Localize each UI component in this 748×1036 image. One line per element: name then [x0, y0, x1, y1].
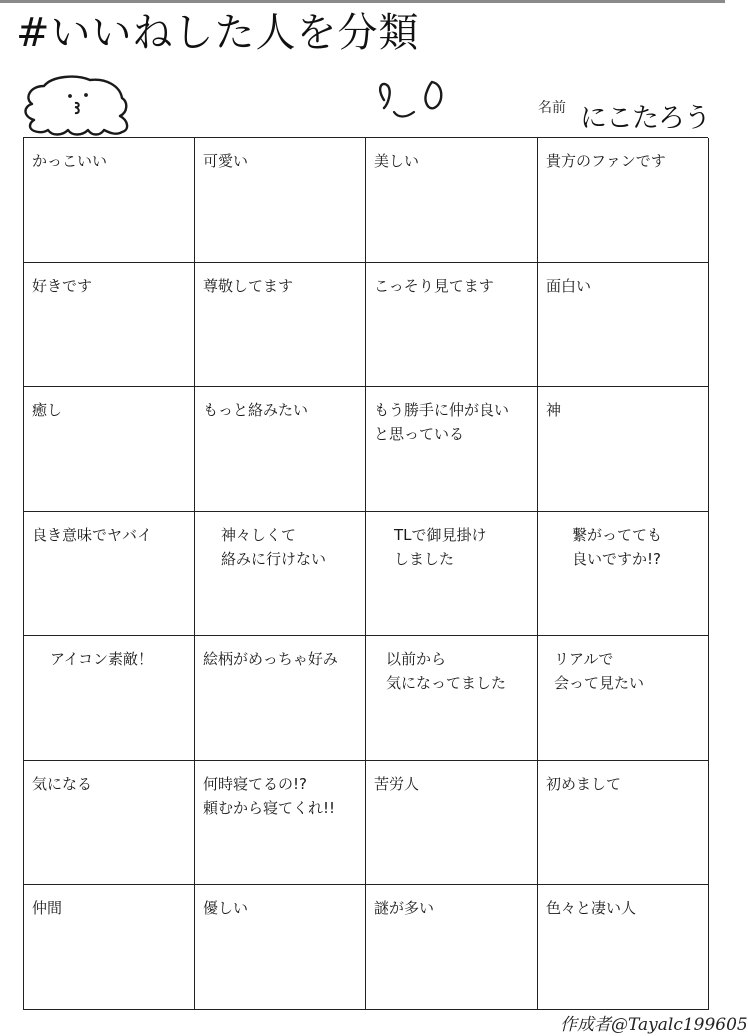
grid-cell: 気になる [24, 761, 195, 886]
grid-cell: 何時寝てるの!? 頼むから寝てくれ!! [195, 761, 366, 886]
grid-cell: 美しい [366, 138, 538, 263]
grid-cell: リアルで 会って見たい [538, 636, 709, 761]
page-title: #いいねした人を分類 [16, 10, 420, 56]
grid-cell: アイコン素敵！ [24, 636, 195, 761]
grid-cell: 尊敬してます [195, 263, 366, 388]
grid-cell: TLで御見掛け しました [366, 512, 538, 637]
top-border [0, 0, 725, 3]
classification-grid [23, 137, 708, 1010]
grid-cell: 仲間 [24, 885, 195, 1010]
face-doodle [374, 74, 446, 122]
grid-cell: 好きです [24, 263, 195, 388]
grid-cell: 貴方のファンです [538, 138, 709, 263]
grid-cell: 可愛い [195, 138, 366, 263]
grid-cell: 初めまして [538, 761, 709, 886]
grid-cell: 良き意味でヤバイ [24, 512, 195, 637]
grid-cell: 癒し [24, 387, 195, 512]
grid-cell: 謎が多い [366, 885, 538, 1010]
grid-cell: 色々と凄い人 [538, 885, 709, 1010]
grid-cell: 面白い [538, 263, 709, 388]
grid-cell: もっと絡みたい [195, 387, 366, 512]
grid-cell: 優しい [195, 885, 366, 1010]
grid-cell: 繋がってても 良いですか!? [538, 512, 709, 637]
grid-cell: 以前から 気になってました [366, 636, 538, 761]
name-value: にこたろう [580, 103, 710, 134]
grid-cell: もう勝手に仲が良い と思っている [366, 387, 538, 512]
author-credit: 作成者@Tayalc199605 [560, 1015, 748, 1035]
grid-cell: かっこいい [24, 138, 195, 263]
grid-cell: 神々しくて 絡みに行けない [195, 512, 366, 637]
ghost-doodle [20, 72, 132, 142]
grid-cell: こっそり見てます [366, 263, 538, 388]
grid-cell: 苦労人 [366, 761, 538, 886]
grid-cell: 神 [538, 387, 709, 512]
name-label: 名前 [538, 100, 566, 116]
grid-cell: 絵柄がめっちゃ好み [195, 636, 366, 761]
